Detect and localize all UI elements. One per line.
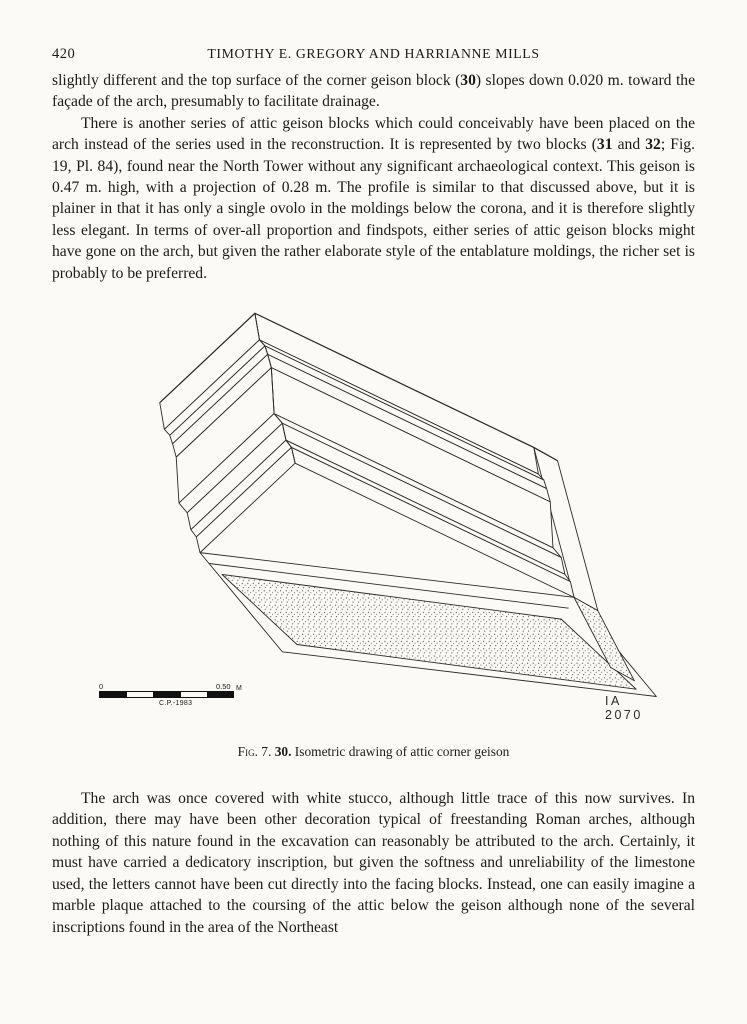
page-number: 420: [52, 46, 76, 62]
scale-segment: [207, 692, 233, 697]
scale-half-label: 0.50: [216, 682, 231, 692]
scale-bar-labels: [99, 682, 249, 691]
paragraph-1: [52, 70, 695, 113]
paragraph-2-text-cont: ; Fig. 19, Pl. 84), found near the North Tower without any significant archaeological context. This geison is 0.47 m. high, with a projection of 0.28 m. The profile is similar to that discussed above, but it is plainer in that it has only a single ovolo in the moldings below the corona, and it is therefore slightly less elegant. In terms of over-all proportion and findspots, either series of attic geison blocks might have gone on the arch, but given the rather elaborate style of the entablature moldings, the richer set is probably to be preferred.: [52, 136, 695, 282]
paragraph-2-text-mid: and: [612, 136, 646, 154]
scale-zero-label: 0: [99, 682, 104, 692]
scale-bar-rule: [99, 691, 234, 698]
paragraph-1-text-cont: ) slopes down 0.020 m. toward the façade of the arch, presumably to facilitate drainage.: [52, 72, 695, 111]
paragraph-2-text: There is another series of attic geison blocks which could conceivably have been placed on the arch instead of the series used in the reconstruction. It is represented by two blocks (: [52, 114, 695, 154]
catalogue-number-31: 31: [596, 136, 613, 154]
geison-isometric-drawing: [93, 306, 660, 711]
caption-text: Isometric drawing of attic corner geison: [291, 744, 510, 760]
page-header: [52, 44, 695, 70]
paragraph-3: The arch was once covered with white stucco, although little trace of this now survives. In addition, there may have been other decoration typical of freestanding Roman arches, although nothing of this nature found in the excavation can reasonably be attributed to the arch. Certainly, it must have carried a dedicatory inscription, but given the softness and unreliability of the limestone used, the letters cannot have been cut directly into the facing blocks. Instead, one can easily imagine a marble plaque attached to the coursing of the attic below the geison although none of the several inscriptions found in the area of the Northeast: [52, 790, 695, 936]
catalogue-number-32: 32: [645, 136, 661, 154]
scale-bar: [99, 682, 249, 707]
scale-segment: [126, 692, 153, 697]
catalogue-number-30: 30: [460, 72, 476, 89]
figure-caption: [52, 744, 695, 760]
inventory-number: IA 2070: [605, 694, 643, 723]
scale-unit-label: M: [236, 685, 242, 693]
scale-segment: [153, 692, 179, 697]
scale-segment: [100, 692, 126, 697]
running-head: TIMOTHY E. GREGORY AND HARRIANNE MILLS: [207, 46, 540, 61]
caption-fig-label: Fig.: [237, 744, 258, 760]
paragraph-2: [52, 113, 695, 284]
caption-catalogue-number: 30.: [274, 744, 292, 760]
paragraph-1-text: slightly different and the top surface of the corner geison block (: [52, 72, 461, 89]
figure-isometric-drawing: [93, 306, 660, 724]
draftsman-credit: C.P.-1983: [159, 700, 193, 708]
scale-segment: [180, 692, 207, 697]
caption-fig-number: 7.: [257, 744, 275, 760]
